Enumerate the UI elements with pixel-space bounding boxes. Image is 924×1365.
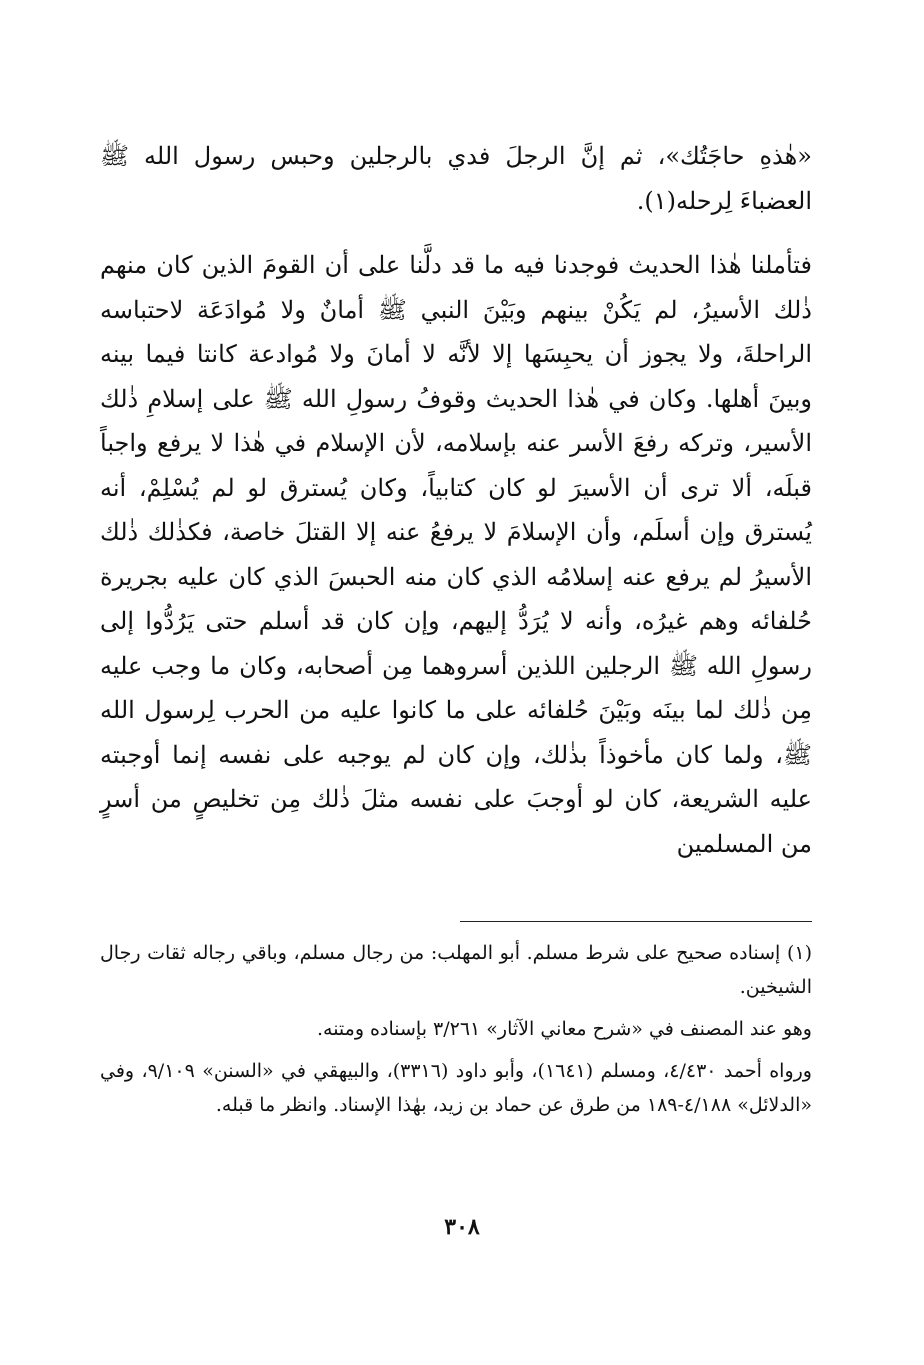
paragraph-1: «هٰذهِ حاجَتُك»، ثم إنَّ الرجلَ فدي بالرجلين وحبس رسول الله ﷺ العضباءَ لِرحله(١). xyxy=(100,142,812,215)
footnote-3: ورواه أحمد ٤/٤٣٠، ومسلم (١٦٤١)، وأبو داود (٣٣١٦)، والبيهقي في «السنن» ٩/١٠٩، وفي «الدلائل» ٤/١٨٨-١٨٩ من طرق عن حماد بن زيد، بهٰذا الإسناد. وانظر ما قبله. xyxy=(100,1060,812,1116)
footnote-1: (١) إسناده صحيح على شرط مسلم. أبو المهلب: من رجال مسلم، وباقي رجاله ثقات رجال الشيخين. xyxy=(100,942,812,998)
paragraph-2: فتأملنا هٰذا الحديث فوجدنا فيه ما قد دلَّنا على أن القومَ الذين كان منهم ذٰلك الأسيرُ، لم يَكُنْ بينهم وبَيْنَ النبي ﷺ أمانٌ ولا مُوادَعَة لاحتباسه الراحلةَ، ولا يجوز أن يحبِسَها إلا لأنَّه لا أمانَ ولا مُوادعة كانتا فيما بينه وبينَ أهلها. وكان في هٰذا الحديث وقوفُ رسولِ الله ﷺ على إسلامِ ذٰلك الأسير، وتركه رفعَ الأسر عنه بإسلامه، لأن الإسلام في هٰذا لا يرفع واجباً قبلَه، ألا ترى أن الأسيرَ لو كان كتابياً، وكان يُسترق لو لم يُسْلِمْ، أنه يُسترق وإن أسلَم، وأن الإسلامَ لا يرفعُ عنه إلا القتلَ خاصة، فكذٰلك ذٰلك الأسيرُ لم يرفع عنه إسلامُه الذي كان منه الحبسَ الذي كان عليه بجريرة حُلفائه وهم غيرُه، وأنه لا يُرَدُّ إليهم، وإن كان قد أسلم حتى يَرُدُّوا إلى رسولِ الله ﷺ الرجلين اللذين أسروهما مِن أصحابه، وكان ما وجب عليه مِن ذٰلك لما بينَه وبَيْنَ حُلفائه على ما كانوا عليه من الحرب لِرسول الله ﷺ، ولما كان مأخوذاً بذٰلك، وإن كان لم يوجبه على نفسه إنما أوجبته عليه الشريعة، كان لو أوجبَ على نفسه مثلَ ذٰلك مِن تخليصٍ من أسرٍ من المسلمين xyxy=(100,251,812,858)
page-number: ٣٠٨ xyxy=(444,1214,480,1240)
footnote-divider xyxy=(460,921,812,922)
main-text xyxy=(100,134,812,866)
footnotes xyxy=(100,936,812,1122)
footnote-2: وهو عند المصنف في «شرح معاني الآثار» ٣/٢٦١ بإسناده ومتنه. xyxy=(316,1018,812,1040)
